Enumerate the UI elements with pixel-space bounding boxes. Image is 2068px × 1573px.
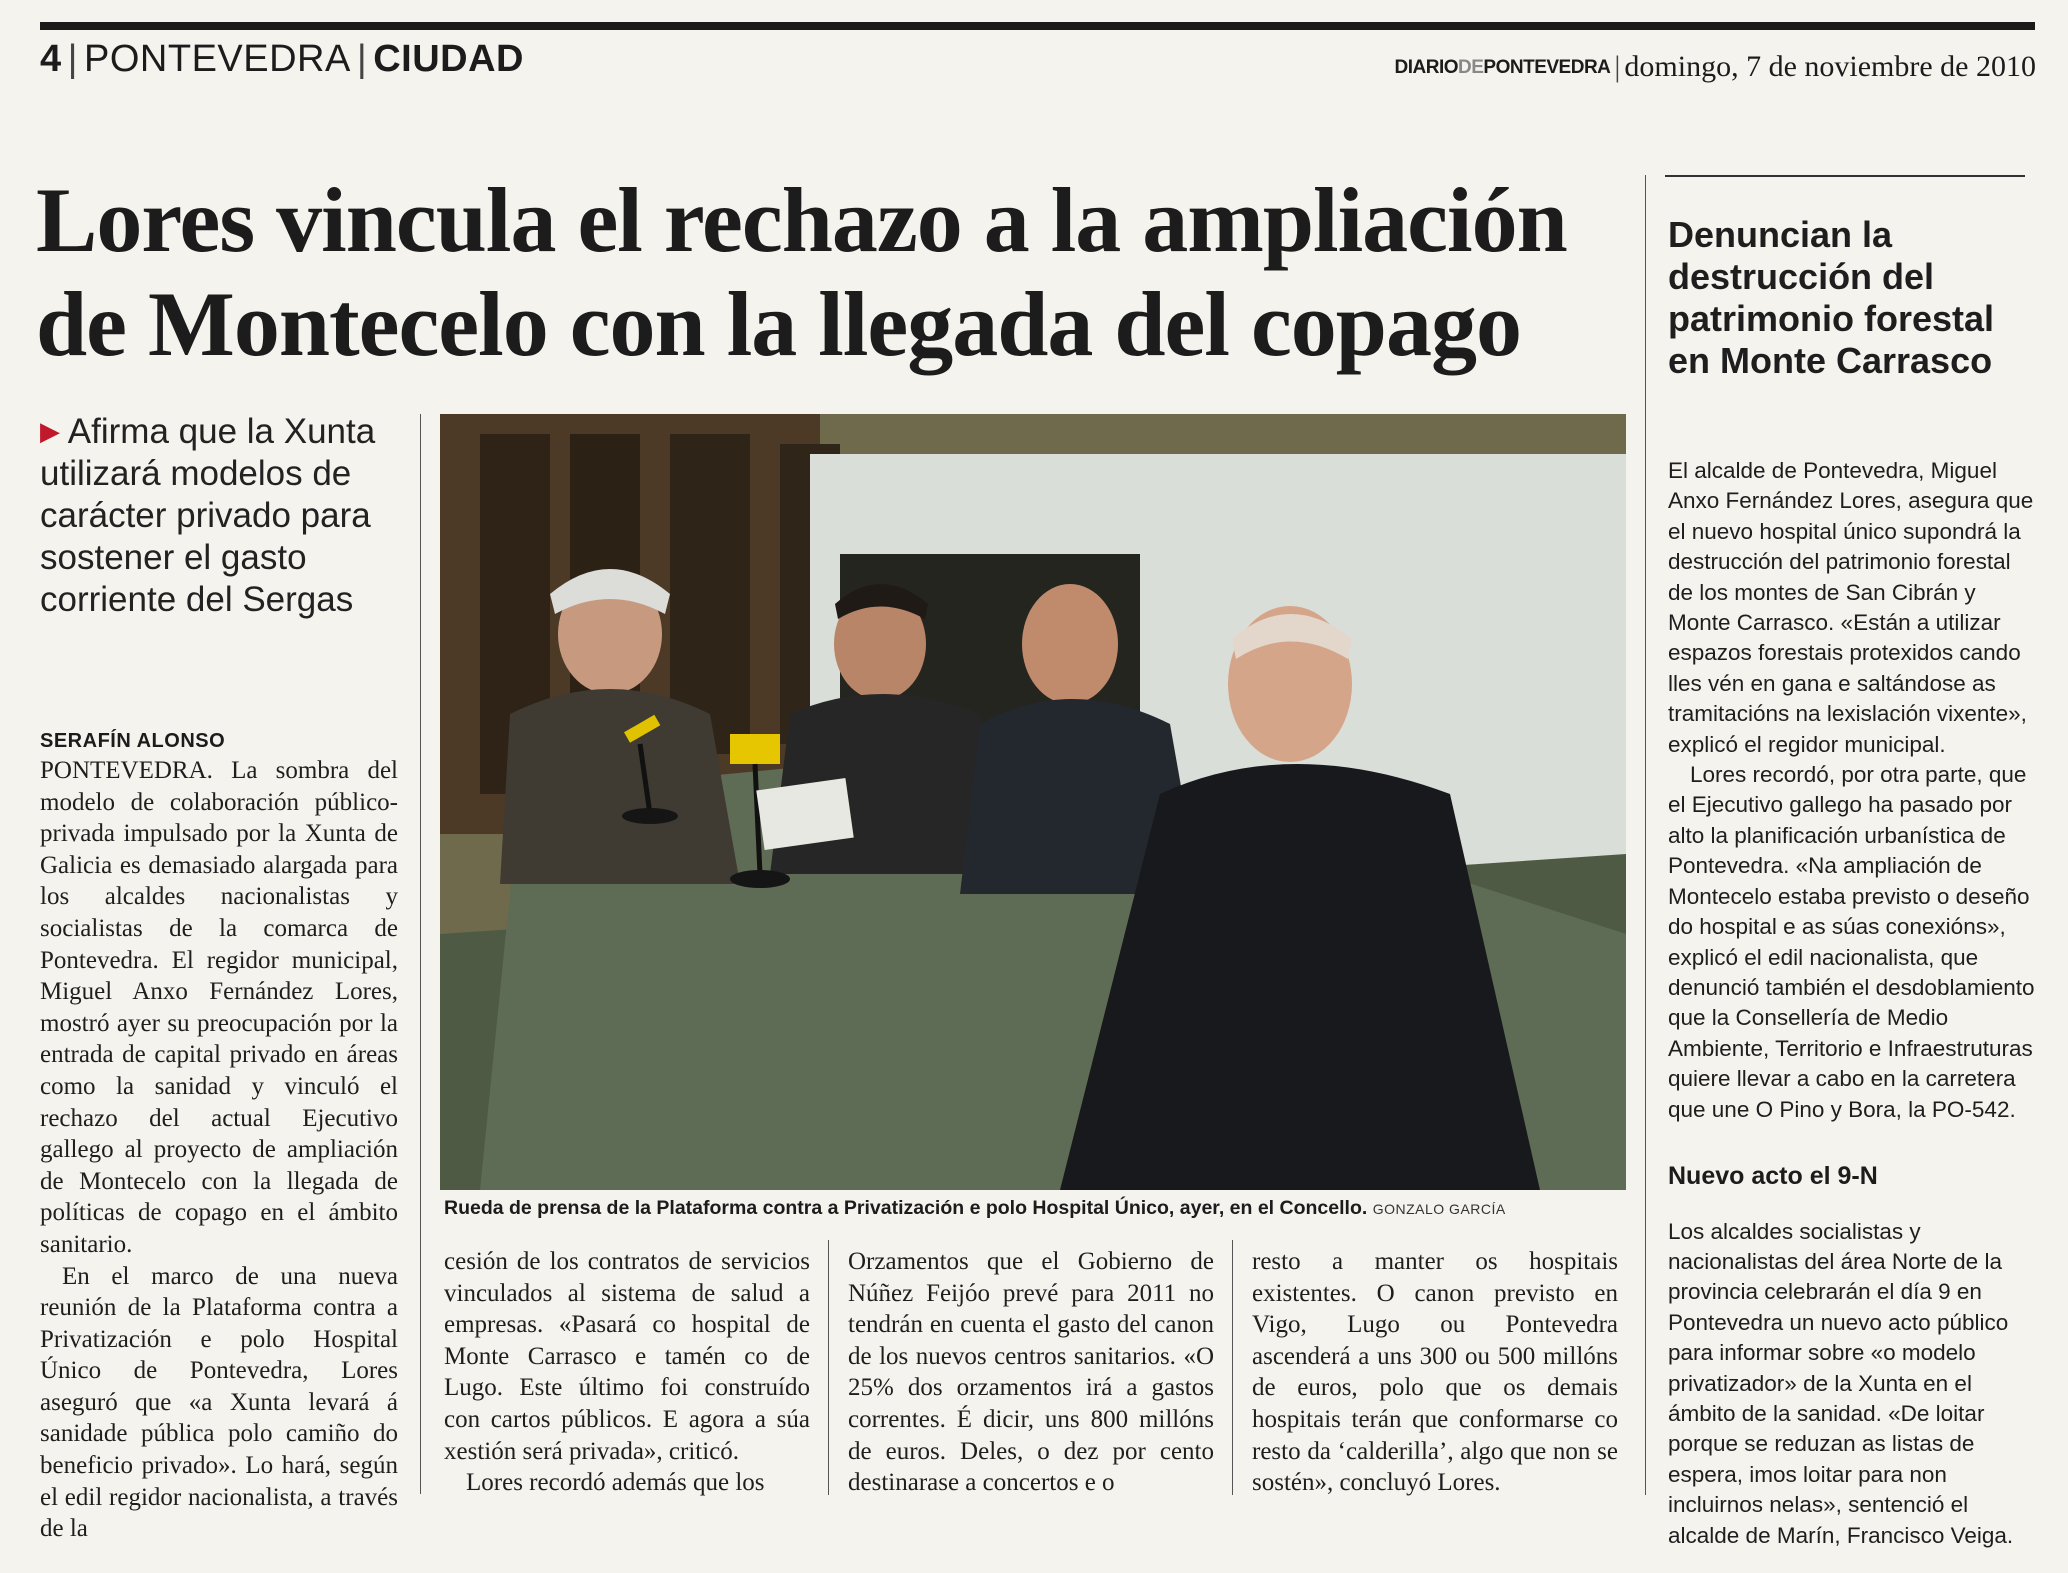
article-column-2 [444,1246,810,1499]
article-column-3 [848,1246,1214,1499]
sidebar-top-rule [1665,175,2025,177]
section-header: 4 | PONTEVEDRA | CIUDAD [40,38,524,80]
top-rule [40,22,2035,30]
paragraph: PONTEVEDRA. La sombra del modelo de colaboración público-privada impulsado por la Xunta de Galicia es demasiado alargada para los alcaldes nacionalistas y socialistas de la comarca de Pontevedra. El regidor municipal, Miguel Anxo Fernández Lores, mostró ayer su preocupación por la entrada de capital privado en áreas como la sanidad y vinculó el rechazo del actual Ejecutivo gallego al proyecto de ampliación de Montecelo con la llegada de políticas de copago en el ámbito sanitario. [40,757,398,1258]
triangle-right-icon: ▶ [40,416,60,446]
sidebar-body-2 [1668,1194,2040,1573]
column-divider [1232,1240,1233,1495]
newspaper-brand: DIARIODEPONTEVEDRA [1394,57,1611,78]
photo-illustration [440,414,1626,1190]
subhead [40,410,410,621]
press-conference-photo [440,414,1626,1190]
issue-date: domingo, 7 de noviembre de 2010 [1624,50,2036,83]
page-number: 4 [40,38,62,80]
paragraph: Lores recordó además que los [466,1469,765,1497]
column-divider [828,1240,829,1495]
column-divider [420,414,421,1494]
paragraph: Orzamentos que el Gobierno de Núñez Feijóo prevé para 2011 no tendrán en cuenta el gasto del canon de los nuevos centros sanitarios. «O 25% dos orzamentos irá a gastos correntes. É dicir, uns 800 millóns de euros. Deles, o dez por cento destinarase a concertos e o [848,1248,1214,1497]
paragraph: En el marco de una nueva reunión de la Plataforma contra a Privatización e polo Hospital Único de Pontevedra, Lores aseguró que «a Xunta levará á sanidade pública polo camiño do beneficio privado». Lo hará, según el edil regidor nacionalista, a través de la [40,1262,398,1543]
section-name: PONTEVEDRA [84,38,351,80]
caption-text: Rueda de prensa de la Plataforma contra a Privatización e polo Hospital Único, ayer, en el Concello. [444,1197,1368,1219]
byline: SERAFÍN ALONSO [40,730,226,752]
masthead: DIARIODEPONTEVEDRA | domingo, 7 de noviembre de 2010 [1394,50,2036,83]
photo-credit: GONZALO GARCÍA [1372,1201,1506,1217]
sidebar-body [1668,456,2040,1125]
headline: Lores vincula el rechazo a la ampliación de Montecelo con la llegada del copago [36,169,1567,375]
paragraph: resto a manter os hospitais existentes. O canon previsto en Vigo, Lugo ou Pontevedra ascenderá a uns 300 ou 500 millóns de euros, polo que os demais hospitais terán que conformarse co resto da ‘calderilla’, algo que non se sostén», concluyó Lores. [1252,1248,1618,1497]
paragraph: cesión de los contratos de servicios vinculados al sistema de salud a empresas. «Pasará co hospital de Monte Carrasco e tamén co de Lugo. Este último foi construído con cartos públicos. E agora a súa xestión será privada», criticó. [444,1248,810,1465]
article-column-4 [1252,1246,1618,1499]
paragraph: Los alcaldes socialistas y nacionalistas del área Norte de la provincia celebrarán el día 9 en Pontevedra un nuevo acto público para informar sobre «o modelo privatizador» de la Xunta en el ámbito de la sanidad. «De loitar porque se reduzan as listas de espera, imos loitar para non incluirnos nelas», sentenció el alcalde de Marín, Francisco Veiga. [1668,1218,2014,1548]
paragraph: Lores recordó, por otra parte, que el Ejecutivo gallego ha pasado por alto la planificación urbanística de Pontevedra. «Na ampliación de Montecelo estaba previsto o deseño do hospital e as súas conexións», explicó el edil nacionalista, que denunció también el desdoblamiento que la Consellería de Medio Ambiente, Territorio e Infraestruturas quiere llevar a cabo en la carretera que une O Pino y Bora, la PO-542. [1668,762,2035,1122]
subsection-name: CIUDAD [373,38,524,80]
article-column-1 [40,755,398,1545]
paragraph: El alcalde de Pontevedra, Miguel Anxo Fernández Lores, asegura que el nuevo hospital único supondrá la destrucción del patrimonio forestal de los montes de San Cibrán y Monte Carrasco. «Están a utilizar espazos forestais protexidos cando lles vén en gana e saltándose as tramitacións na lexislación vixente», explicó el regidor municipal. [1668,458,2034,757]
photo-caption [444,1196,1624,1221]
column-divider [1645,175,1646,1495]
sidebar-subtitle: Nuevo acto el 9-N [1668,1162,1878,1190]
sidebar-title: Denuncian la destrucción del patrimonio forestal en Monte Carrasco [1668,214,1995,381]
subhead-text: Afirma que la Xunta utilizará modelos de carácter privado para sostener el gasto corriente del Sergas [40,412,376,619]
